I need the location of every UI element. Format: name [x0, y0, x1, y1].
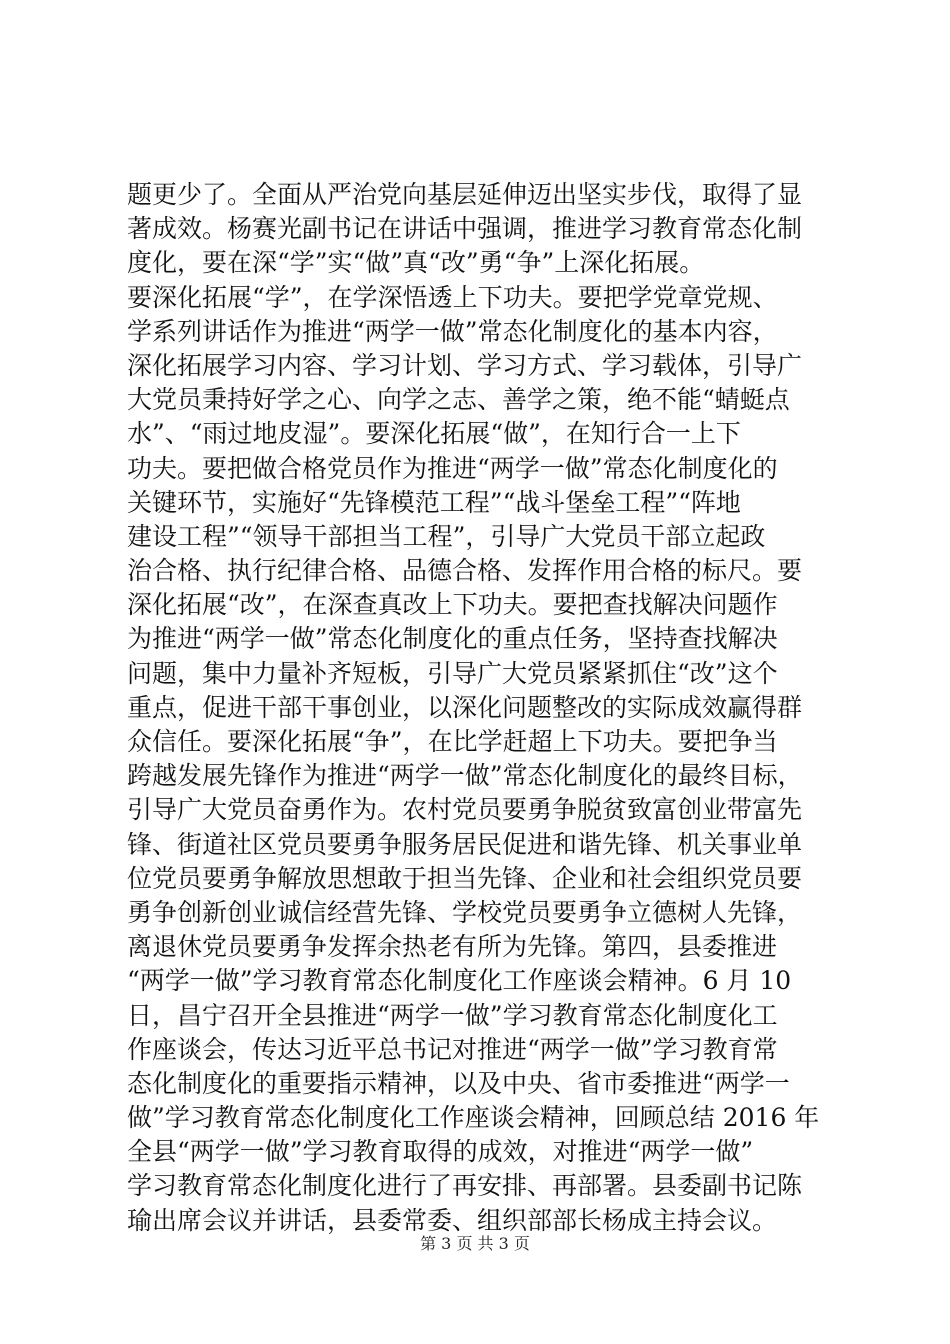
text-line: 众信任。要深化拓展“争”，在比学赶超上下功夫。要把争当	[127, 727, 778, 756]
text-line: 锋、街道社区党员要勇争服务居民促进和谐先锋、机关事业单	[127, 829, 803, 859]
body-paragraph	[127, 178, 837, 1238]
text-line: 问题，集中力量补齐短板，引导广大党员紧紧抓住“改”这个	[127, 658, 778, 688]
text-line: 位党员要勇争解放思想敢于担当先锋、企业和社会组织党员要	[127, 863, 803, 893]
text-line: 题更少了。全面从严治党向基层延伸迈出坚实步伐，取得了显	[127, 180, 803, 209]
text-line: 全县“两学一做”学习教育取得的成效，对推进“两学一做”	[127, 1137, 754, 1167]
text-line: 水”、“雨过地皮湿”。要深化拓展“做”，在知行合一上下	[127, 419, 741, 449]
text-line: 日，昌宁召开全县推进“两学一做”学习教育常态化制度化工	[127, 1000, 778, 1030]
text-line: 态化制度化的重要指示精神，以及中央、省市委推进“两学一	[127, 1068, 790, 1098]
text-line: 重点，促进干部干事创业，以深化问题整改的实际成效赢得群	[127, 692, 803, 722]
text-line: 引导广大党员奋勇作为。农村党员要勇争脱贫致富创业带富先	[127, 795, 803, 825]
text-line: 做”学习教育常态化制度化工作座谈会精神，回顾总结 2016 年	[127, 1103, 820, 1133]
text-line: 大党员秉持好学之心、向学之志、善学之策，绝不能“蜻蜓点	[127, 385, 790, 415]
text-line: 瑜出席会议并讲话，县委常委、组织部部长杨成主持会议。	[127, 1205, 778, 1235]
text-line: 关键环节，实施好“先锋模范工程”“战斗堡垒工程”“阵地	[127, 487, 741, 517]
text-line: 深化拓展学习内容、学习计划、学习方式、学习载体，引导广	[127, 350, 803, 380]
page-number-footer: 第 3 页 共 3 页	[420, 1234, 530, 1253]
text-line: 学系列讲话作为推进“两学一做”常态化制度化的基本内容，	[127, 316, 778, 346]
text-line: 跨越发展先锋作为推进“两学一做”常态化制度化的最终目标，	[127, 761, 803, 791]
text-line: 功夫。要把做合格党员作为推进“两学一做”常态化制度化的	[127, 453, 778, 483]
text-line: 治合格、执行纪律合格、品德合格、发挥作用合格的标尺。要	[127, 556, 803, 586]
text-line: 著成效。杨赛光副书记在讲话中强调，推进学习教育常态化制	[127, 214, 803, 244]
text-line: 离退休党员要勇争发挥余热老有所为先锋。第四，县委推进	[127, 932, 778, 962]
text-line: 学习教育常态化制度化进行了再安排、再部署。县委副书记陈	[127, 1171, 803, 1201]
text-line: 勇争创新创业诚信经营先锋、学校党员要勇争立德树人先锋，	[127, 897, 803, 927]
text-line: 作座谈会，传达习近平总书记对推进“两学一做”学习教育常	[127, 1034, 778, 1064]
text-line: 为推进“两学一做”常态化制度化的重点任务，坚持查找解决	[127, 624, 778, 654]
text-line: 建设工程”“领导干部担当工程”，引导广大党员干部立起政	[127, 521, 766, 551]
text-line: 深化拓展“改”，在深查真改上下功夫。要把查找解决问题作	[127, 590, 778, 620]
text-line: “两学一做”学习教育常态化制度化工作座谈会精神。6 月 10	[127, 966, 792, 996]
text-line: 度化，要在深“学”实“做”真“改”勇“争”上深化拓展。	[127, 248, 705, 278]
text-line: 要深化拓展“学”，在学深悟透上下功夫。要把学党章党规、	[127, 282, 778, 312]
